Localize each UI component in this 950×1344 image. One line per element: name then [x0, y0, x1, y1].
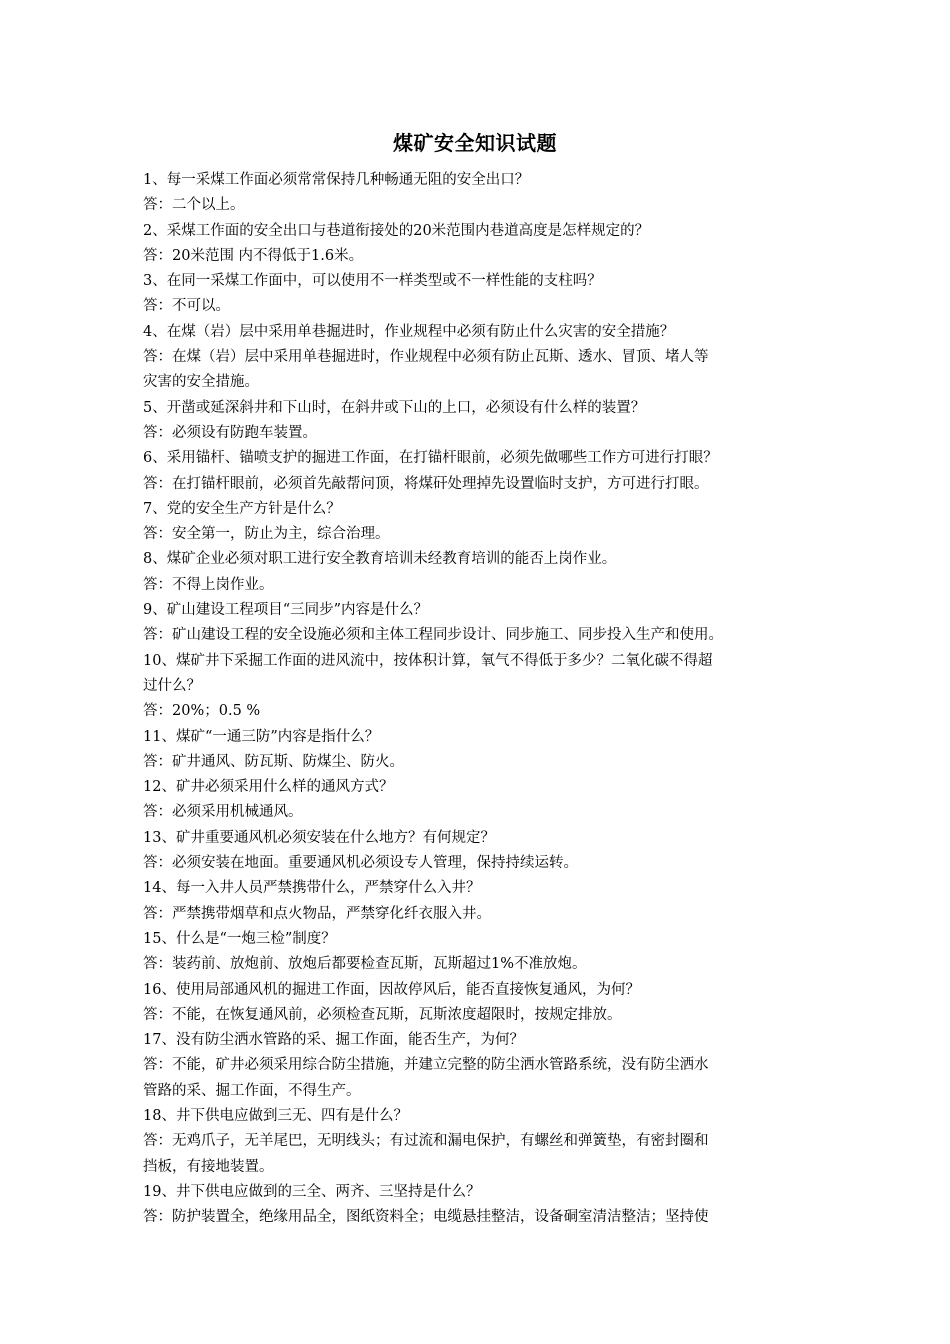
question-line: 4、在煤（岩）层中采用单巷掘进时，作业规程中必须有防止什么灾害的安全措施？ — [143, 323, 675, 340]
question-line: 灾害的安全措施。 — [143, 374, 259, 391]
answer-line: 答：20%；0.5 % — [143, 703, 261, 720]
question-line: 2、采煤工作面的安全出口与巷道衔接处的20米范围内巷道高度是怎样规定的？ — [143, 222, 650, 239]
answer-line: 答：装药前、放炮前、放炮后都要检查瓦斯，瓦斯超过1%不准放炮。 — [143, 956, 587, 973]
question-line: 挡板，有接地装置。 — [143, 1158, 274, 1175]
document-title: 煤矿安全知识试题 — [393, 131, 557, 155]
answer-line: 答：矿山建设工程的安全设施必须和主体工程同步设计、同步施工、同步投入生产和使用。 — [143, 627, 723, 644]
answer-line: 答：必须安装在地面。重要通风机必须设专人管理，保持持续运转。 — [143, 855, 578, 872]
answer-line: 答：不能，矿井必须采用综合防尘措施，并建立完整的防尘洒水管路系统，没有防尘洒水 — [143, 1057, 709, 1074]
answer-line: 答：严禁携带烟草和点火物品，严禁穿化纤衣服入井。 — [143, 905, 491, 922]
question-line: 17、没有防尘洒水管路的采、掘工作面，能否生产，为何？ — [143, 1032, 524, 1049]
question-line: 1、每一采煤工作面必须常常保持几种畅通无阻的安全出口？ — [143, 172, 530, 188]
answer-line: 答：20米范围 内不得低于1.6米。 — [143, 247, 364, 264]
question-line: 12、矿井必须采用什么样的通风方式？ — [143, 779, 394, 796]
document-body — [143, 168, 810, 1230]
question-line: 18、井下供电应做到三无、四有是什么？ — [143, 1107, 408, 1124]
answer-line: 答：不能，在恢复通风前，必须检查瓦斯，瓦斯浓度超限时，按规定排放。 — [143, 1006, 622, 1023]
answer-line: 答：必须设有防跑车装置。 — [143, 424, 317, 441]
question-line: 管路的采、掘工作面，不得生产。 — [143, 1082, 361, 1099]
question-line: 15、什么是“一炮三检”制度？ — [143, 930, 336, 947]
answer-line: 答：安全第一，防止为主，综合治理。 — [143, 526, 390, 543]
answer-line: 答：在煤（岩）层中采用单巷掘进时，作业规程中必须有防止瓦斯、透水、冒顶、堵人等 — [143, 349, 709, 366]
answer-line: 答：不得上岗作业。 — [143, 576, 274, 593]
question-line: 8、煤矿企业必须对职工进行安全教育培训未经教育培训的能否上岗作业。 — [143, 551, 617, 568]
question-line: 过什么？ — [143, 677, 201, 694]
answer-line: 答：不可以。 — [143, 298, 230, 315]
answer-line: 答：防护装置全，绝缘用品全，图纸资料全；电缆悬挂整洁，设备硐室清洁整洁；坚持使 — [143, 1209, 709, 1226]
answer-line: 答：在打锚杆眼前，必须首先敲帮问顶，将煤矸处理掉先设置临时支护，方可进行打眼。 — [143, 475, 709, 492]
question-line: 3、在同一采煤工作面中，可以使用不一样类型或不一样性能的支柱吗？ — [143, 273, 602, 290]
question-line: 10、煤矿井下采掘工作面的进风流中，按体积计算，氧气不得低于多少？二氧化碳不得超 — [143, 652, 713, 669]
answer-line: 答：无鸡爪子，无羊尾巴，无明线头；有过流和漏电保护，有螺丝和弹簧垫，有密封圈和 — [143, 1133, 709, 1150]
question-line: 16、使用局部通风机的掘进工作面，因故停风后，能否直接恢复通风，为何？ — [143, 981, 640, 998]
question-line: 11、煤矿“一通三防”内容是指什么？ — [143, 728, 380, 745]
question-line: 14、每一入井人员严禁携带什么，严禁穿什么入井？ — [143, 880, 481, 897]
answer-line: 答：矿井通风、防瓦斯、防煤尘、防火。 — [143, 753, 404, 770]
question-line: 7、党的安全生产方针是什么？ — [143, 500, 341, 517]
question-line: 9、矿山建设工程项目“三同步”内容是什么？ — [143, 602, 429, 619]
question-line: 6、采用锚杆、锚喷支护的掘进工作面，在打锚杆眼前，必须先做哪些工作方可进行打眼？ — [143, 450, 718, 467]
answer-line: 答：必须采用机械通风。 — [143, 804, 303, 821]
answer-line: 答：二个以上。 — [143, 197, 245, 214]
question-line: 13、矿井重要通风机必须安装在什么地方？有何规定？ — [143, 829, 495, 846]
question-line: 5、开凿或延深斜井和下山时，在斜井或下山的上口，必须设有什么样的装置？ — [143, 399, 646, 416]
question-line: 19、井下供电应做到的三全、两齐、三坚持是什么？ — [143, 1183, 481, 1200]
